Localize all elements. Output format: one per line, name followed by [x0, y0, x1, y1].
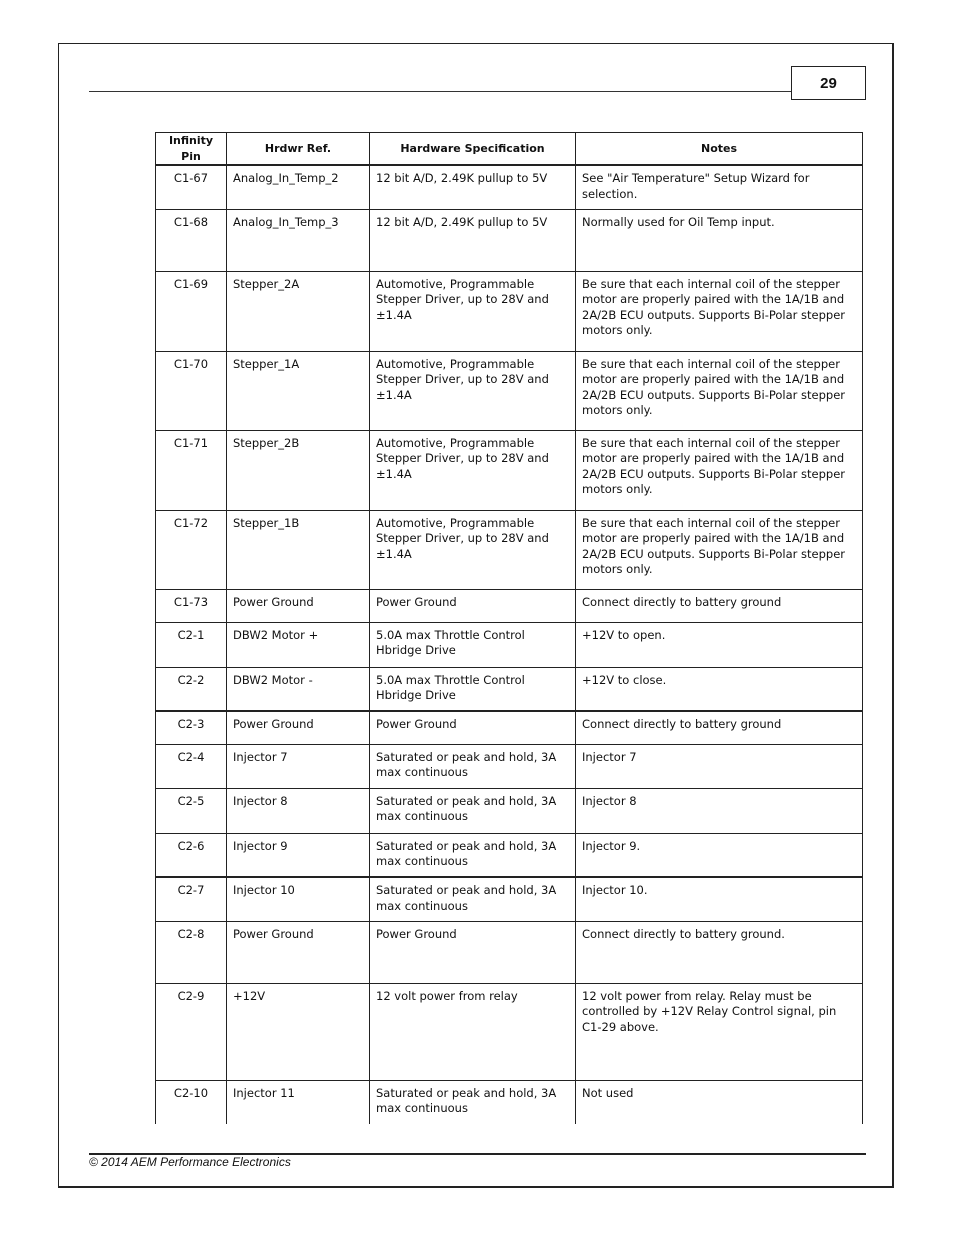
notes-cell: Be sure that each internal coil of the stepper motor are properly paired with the 1A/1B and 2A/2B ECU outputs. Supports Bi-Polar stepper motors only. — [576, 271, 863, 351]
spec-cell: 12 bit A/D, 2.49K pullup to 5V — [370, 209, 576, 271]
table-row — [156, 1080, 863, 1124]
pin-cell: C2-10 — [156, 1080, 227, 1124]
notes-cell: Connect directly to battery ground — [576, 711, 863, 744]
table-row — [156, 788, 863, 833]
spec-cell: Automotive, Programmable Stepper Driver, up to 28V and ±1.4A — [370, 351, 576, 430]
ref-cell: Stepper_2A — [227, 271, 370, 351]
pin-cell: C1-68 — [156, 209, 227, 271]
table-row — [156, 921, 863, 983]
notes-cell: Be sure that each internal coil of the stepper motor are properly paired with the 1A/1B and 2A/2B ECU outputs. Supports Bi-Polar stepper motors only. — [576, 430, 863, 510]
ref-cell: +12V — [227, 983, 370, 1080]
notes-cell: Connect directly to battery ground — [576, 589, 863, 622]
pin-cell: C1-72 — [156, 510, 227, 589]
ref-cell: Stepper_1A — [227, 351, 370, 430]
pin-cell: C2-7 — [156, 877, 227, 921]
pin-cell: C1-69 — [156, 271, 227, 351]
pin-cell: C1-71 — [156, 430, 227, 510]
notes-cell: Connect directly to battery ground. — [576, 921, 863, 983]
table-row — [156, 430, 863, 510]
spec-cell: Power Ground — [370, 921, 576, 983]
table-row — [156, 833, 863, 877]
spec-cell: Automotive, Programmable Stepper Driver, up to 28V and ±1.4A — [370, 510, 576, 589]
notes-cell: Be sure that each internal coil of the stepper motor are properly paired with the 1A/1B and 2A/2B ECU outputs. Supports Bi-Polar stepper motors only. — [576, 510, 863, 589]
pin-cell: C1-67 — [156, 165, 227, 209]
notes-cell: Be sure that each internal coil of the stepper motor are properly paired with the 1A/1B and 2A/2B ECU outputs. Supports Bi-Polar stepper motors only. — [576, 351, 863, 430]
page-number: 29 — [791, 66, 866, 100]
spec-cell: Saturated or peak and hold, 3A max continuous — [370, 1080, 576, 1124]
table-row — [156, 744, 863, 788]
notes-cell: +12V to open. — [576, 622, 863, 667]
footer-copyright: © 2014 AEM Performance Electronics — [89, 1155, 291, 1169]
table-row — [156, 165, 863, 209]
spec-cell: Saturated or peak and hold, 3A max continuous — [370, 877, 576, 921]
table-row — [156, 711, 863, 744]
table-row — [156, 667, 863, 711]
ref-cell: Stepper_1B — [227, 510, 370, 589]
pin-cell: C1-70 — [156, 351, 227, 430]
column-header-pin: Infinity Pin — [156, 133, 227, 166]
notes-cell: Injector 10. — [576, 877, 863, 921]
header-rule — [89, 91, 791, 92]
spec-cell: Automotive, Programmable Stepper Driver, up to 28V and ±1.4A — [370, 430, 576, 510]
table-row — [156, 877, 863, 921]
ref-cell: Injector 9 — [227, 833, 370, 877]
spec-cell: Saturated or peak and hold, 3A max continuous — [370, 744, 576, 788]
table-row — [156, 983, 863, 1080]
spec-cell: 12 bit A/D, 2.49K pullup to 5V — [370, 165, 576, 209]
column-header-ref: Hrdwr Ref. — [227, 133, 370, 166]
table-row — [156, 271, 863, 351]
ref-cell: Power Ground — [227, 589, 370, 622]
pin-cell: C1-73 — [156, 589, 227, 622]
pin-cell: C2-6 — [156, 833, 227, 877]
spec-cell: 5.0A max Throttle Control Hbridge Drive — [370, 622, 576, 667]
table-header-row — [156, 133, 863, 166]
table-row — [156, 351, 863, 430]
column-header-spec: Hardware Specification — [370, 133, 576, 166]
ref-cell: Injector 8 — [227, 788, 370, 833]
notes-cell: Injector 7 — [576, 744, 863, 788]
spec-cell: Saturated or peak and hold, 3A max continuous — [370, 788, 576, 833]
spec-cell: Power Ground — [370, 711, 576, 744]
notes-cell: Injector 9. — [576, 833, 863, 877]
ref-cell: Power Ground — [227, 921, 370, 983]
column-header-notes: Notes — [576, 133, 863, 166]
spec-cell: 12 volt power from relay — [370, 983, 576, 1080]
notes-cell: +12V to close. — [576, 667, 863, 711]
ref-cell: DBW2 Motor - — [227, 667, 370, 711]
table-row — [156, 209, 863, 271]
pin-cell: C2-8 — [156, 921, 227, 983]
table-row — [156, 622, 863, 667]
notes-cell: Not used — [576, 1080, 863, 1124]
pinout-table — [155, 132, 863, 1124]
table-row — [156, 589, 863, 622]
spec-cell: Automotive, Programmable Stepper Driver, up to 28V and ±1.4A — [370, 271, 576, 351]
pin-cell: C2-5 — [156, 788, 227, 833]
ref-cell: Analog_In_Temp_2 — [227, 165, 370, 209]
table-row — [156, 510, 863, 589]
ref-cell: Injector 7 — [227, 744, 370, 788]
ref-cell: Stepper_2B — [227, 430, 370, 510]
pin-cell: C2-2 — [156, 667, 227, 711]
pin-cell: C2-4 — [156, 744, 227, 788]
spec-cell: Saturated or peak and hold, 3A max continuous — [370, 833, 576, 877]
pin-cell: C2-9 — [156, 983, 227, 1080]
ref-cell: Power Ground — [227, 711, 370, 744]
spec-cell: 5.0A max Throttle Control Hbridge Drive — [370, 667, 576, 711]
notes-cell: See "Air Temperature" Setup Wizard for selection. — [576, 165, 863, 209]
notes-cell: Injector 8 — [576, 788, 863, 833]
ref-cell: Injector 10 — [227, 877, 370, 921]
ref-cell: Injector 11 — [227, 1080, 370, 1124]
ref-cell: Analog_In_Temp_3 — [227, 209, 370, 271]
notes-cell: Normally used for Oil Temp input. — [576, 209, 863, 271]
spec-cell: Power Ground — [370, 589, 576, 622]
ref-cell: DBW2 Motor + — [227, 622, 370, 667]
pin-cell: C2-1 — [156, 622, 227, 667]
pin-cell: C2-3 — [156, 711, 227, 744]
notes-cell: 12 volt power from relay. Relay must be controlled by +12V Relay Control signal, pin C1-29 above. — [576, 983, 863, 1080]
